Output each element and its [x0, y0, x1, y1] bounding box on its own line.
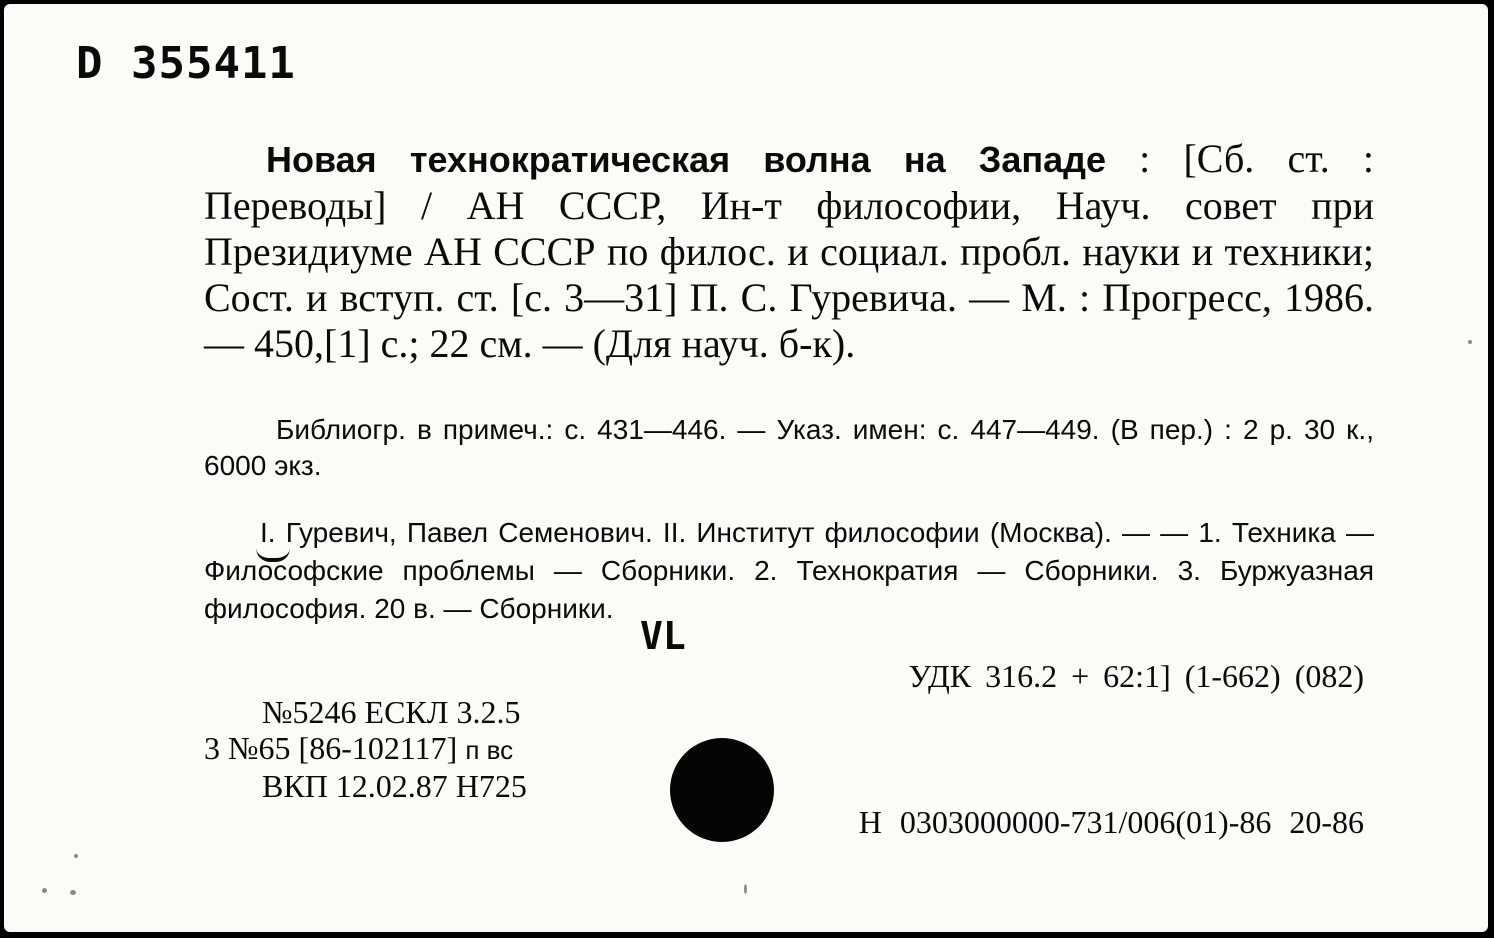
ink-stamp-dot: [670, 738, 774, 842]
registration-line-3: ВКП 12.02.87 Н725: [262, 768, 527, 804]
registration-line-2-main: 3 №65 [86-102117]: [204, 730, 458, 766]
speck: [74, 854, 78, 858]
catalog-card: [4, 4, 1488, 932]
speck: [42, 888, 47, 893]
speck: [744, 884, 747, 894]
notes-text: Библиогр. в примеч.: с. 431—446. — Указ. имен: с. 447—449. (В пер.) : 2 р. 30 к., 6000 экз.: [204, 414, 1374, 481]
speck: [70, 890, 76, 895]
book-title: Новая технократическая волна на Западе: [266, 139, 1106, 180]
registration-line-1: №5246 ЕСКЛ 3.2.5: [262, 694, 521, 730]
bibliographic-description: : [Сб. ст. : Переводы] / АН СССР, Ин-т философии, Науч. совет при Президиуме АН СССР по филос. и социал. пробл. науки и техники; Сост. и вступ. ст. [с. 3—31] П. С. Гуревича. — М. : Прогресс, 1986. — 450,[1] с.; 22 см. — (Для науч. б-к).: [204, 136, 1375, 366]
main-entry: [204, 136, 1374, 367]
speck: [1468, 340, 1472, 344]
handwritten-vl-mark: VL: [640, 614, 686, 658]
index-number-line: Н 0303000000-731/006(01)-86 20-86: [858, 804, 1364, 840]
registration-line-2-small: п вс: [465, 735, 514, 765]
registration-line-2: [204, 730, 527, 768]
tracings-text: I. Гуревич, Павел Семенович. II. Институт философии (Москва). — — 1. Техника — Философские проблемы — Сборники. 2. Технократия — Сборники. 3. Буржуазная философия. 20 в. — Сборники.: [204, 517, 1374, 624]
tracings: [204, 514, 1374, 628]
notes: [204, 412, 1374, 484]
registration-block: [204, 694, 527, 804]
call-number: D 355411: [76, 38, 296, 89]
udc-classification: УДК 316.2 + 62:1] (1-662) (082): [908, 658, 1364, 694]
